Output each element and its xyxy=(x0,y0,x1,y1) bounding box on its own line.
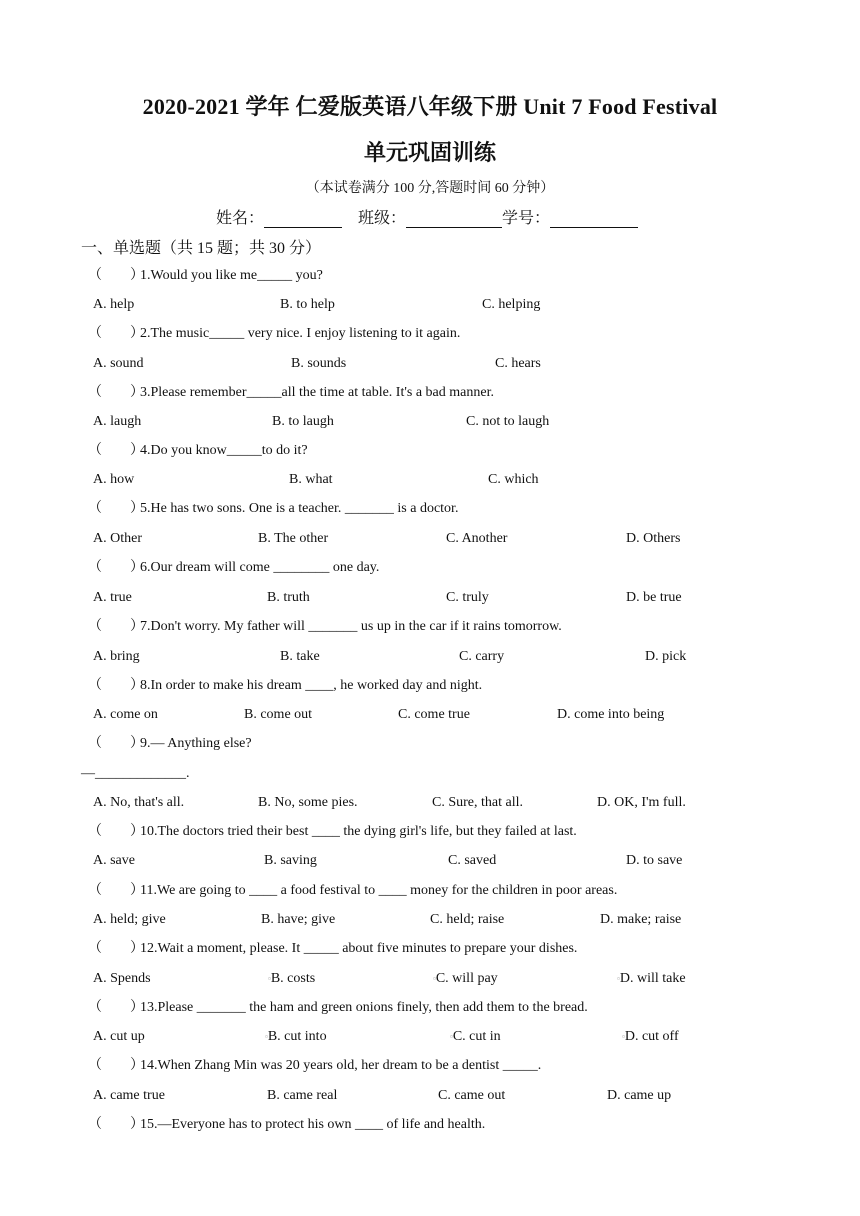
option: A. Spends xyxy=(93,971,151,986)
question-5 xyxy=(88,500,458,518)
option: D. came up xyxy=(607,1088,672,1103)
answer-paren[interactable]: （ ） xyxy=(88,501,144,516)
small-mark-icon: ▫ xyxy=(433,974,436,983)
option-b xyxy=(265,1028,327,1046)
question-stem: 11.We are going to ____ a food festival to ____ money for the children in poor areas. xyxy=(140,883,618,898)
option: C. saved xyxy=(448,853,497,868)
section-title: 一、单选题（共 15 题；共 30 分） xyxy=(81,240,322,257)
answer-paren[interactable]: （ ） xyxy=(88,736,144,751)
answer-paren[interactable]: （ ） xyxy=(88,1000,144,1015)
option-d xyxy=(617,970,686,988)
option: C. Another xyxy=(446,531,508,546)
answer-paren[interactable]: （ ） xyxy=(88,824,144,839)
option: B. came real xyxy=(267,1088,338,1103)
page-title: 2020-2021 学年 仁爱版英语八年级下册 Unit 7 Food Festival xyxy=(142,94,718,119)
option: B. sounds xyxy=(291,356,347,371)
question-9 xyxy=(88,735,252,753)
option: B. The other xyxy=(258,531,329,546)
number-label: 学号： xyxy=(502,210,551,227)
option: A. true xyxy=(93,590,132,605)
option: C. held; raise xyxy=(430,912,505,927)
question-stem: 7.Don't worry. My father will _______ us up in the car if it rains tomorrow. xyxy=(140,619,562,634)
option: C. not to laugh xyxy=(466,414,550,429)
answer-paren[interactable]: （ ） xyxy=(88,326,144,341)
option: A. held; give xyxy=(93,912,166,927)
option: D. OK, I'm full. xyxy=(597,795,686,810)
question-stem: 10.The doctors tried their best ____ the dying girl's life, but they failed at last. xyxy=(140,824,577,839)
name-field[interactable] xyxy=(264,211,342,228)
option-b xyxy=(268,970,315,988)
exam-note: （本试卷满分 100 分,答题时间 60 分钟） xyxy=(305,181,555,196)
question-stem: 8.In order to make his dream ____, he worked day and night. xyxy=(140,678,483,693)
option: C. carry xyxy=(459,649,505,664)
answer-paren[interactable]: （ ） xyxy=(88,385,144,400)
option: A. No, that's all. xyxy=(93,795,185,810)
small-mark-icon: ▫ xyxy=(622,1032,625,1041)
answer-paren[interactable]: （ ） xyxy=(88,1058,144,1073)
option: B. truth xyxy=(267,590,310,605)
question-stem: 4.Do you know_____to do it? xyxy=(140,443,308,458)
small-mark-icon: ▫ xyxy=(617,974,620,983)
question-stem: 2.The music_____ very nice. I enjoy listening to it again. xyxy=(140,326,461,341)
question-15 xyxy=(88,1116,485,1134)
class-label: 班级： xyxy=(358,210,407,227)
answer-paren[interactable]: （ ） xyxy=(88,560,144,575)
dialogue-reply-line: —_____________. xyxy=(81,766,190,781)
question-stem: 14.When Zhang Min was 20 years old, her dream to be a dentist _____. xyxy=(140,1058,542,1073)
question-stem: 15.—Everyone has to protect his own ____ of life and health. xyxy=(140,1117,486,1132)
question-stem: 1.Would you like me_____ you? xyxy=(140,268,323,283)
question-6 xyxy=(88,559,379,577)
page-subtitle: 单元巩固训练 xyxy=(363,140,496,165)
option-c xyxy=(450,1028,501,1046)
option-c xyxy=(433,970,498,988)
question-stem: 9.— Anything else? xyxy=(140,736,252,751)
option-text: D. cut off xyxy=(624,1029,679,1045)
option: A. help xyxy=(93,297,135,312)
option: B. take xyxy=(280,649,320,664)
option: B. saving xyxy=(264,853,317,868)
question-3 xyxy=(88,384,494,402)
option-text: B. costs xyxy=(270,971,316,987)
question-stem: 13.Please _______ the ham and green onions finely, then add them to the bread. xyxy=(140,1000,588,1015)
option: A. came true xyxy=(93,1088,165,1103)
option: A. save xyxy=(93,853,135,868)
small-mark-icon: ▫ xyxy=(450,1032,453,1041)
option: D. make; raise xyxy=(600,912,682,927)
option: B. to help xyxy=(280,297,335,312)
question-14 xyxy=(88,1057,541,1075)
class-field[interactable] xyxy=(406,211,502,228)
question-4 xyxy=(88,442,308,460)
option: B. come out xyxy=(244,707,313,722)
option: A. bring xyxy=(93,649,140,664)
answer-paren[interactable]: （ ） xyxy=(88,619,144,634)
option: C. helping xyxy=(482,297,541,312)
option: B. have; give xyxy=(261,912,336,927)
option: D. Others xyxy=(626,531,681,546)
small-mark-icon: ▫ xyxy=(268,974,271,983)
option: D. to save xyxy=(626,853,683,868)
answer-paren[interactable]: （ ） xyxy=(88,1117,144,1132)
question-8 xyxy=(88,677,482,695)
option: C. which xyxy=(488,472,539,487)
answer-paren[interactable]: （ ） xyxy=(88,941,144,956)
option: B. what xyxy=(289,472,333,487)
question-7 xyxy=(88,618,562,636)
question-stem: 12.Wait a moment, please. It _____ about five minutes to prepare your dishes. xyxy=(140,941,578,956)
option: B. to laugh xyxy=(272,414,334,429)
question-10 xyxy=(88,823,577,841)
small-mark-icon: ▫ xyxy=(265,1032,268,1041)
option-text: D. will take xyxy=(619,971,686,987)
question-2 xyxy=(88,325,460,343)
answer-paren[interactable]: （ ） xyxy=(88,443,144,458)
option: A. Other xyxy=(93,531,142,546)
option: A. how xyxy=(93,472,135,487)
option: D. be true xyxy=(626,590,682,605)
question-stem: 5.He has two sons. One is a teacher. _______ is a doctor. xyxy=(140,501,459,516)
option-text: C. cut in xyxy=(452,1029,501,1045)
name-label: 姓名： xyxy=(216,210,265,227)
question-1 xyxy=(88,267,323,285)
option-d xyxy=(622,1028,679,1046)
question-stem: 3.Please remember_____all the time at table. It's a bad manner. xyxy=(140,385,494,400)
student-info-row xyxy=(216,205,638,228)
option: C. hears xyxy=(495,356,541,371)
option: D. come into being xyxy=(557,707,665,722)
option: A. come on xyxy=(93,707,158,722)
option: C. came out xyxy=(438,1088,506,1103)
answer-paren[interactable]: （ ） xyxy=(88,268,144,283)
answer-paren[interactable]: （ ） xyxy=(88,678,144,693)
number-field[interactable] xyxy=(550,211,638,228)
option: A. laugh xyxy=(93,414,142,429)
question-13 xyxy=(88,999,588,1017)
option: D. pick xyxy=(645,649,687,664)
option: A. sound xyxy=(93,356,144,371)
option: B. No, some pies. xyxy=(258,795,358,810)
question-11 xyxy=(88,882,617,900)
option-text: B. cut into xyxy=(267,1029,327,1045)
option: C. Sure, that all. xyxy=(432,795,523,810)
answer-paren[interactable]: （ ） xyxy=(88,883,144,898)
question-stem: 6.Our dream will come ________ one day. xyxy=(140,560,380,575)
question-12 xyxy=(88,940,577,958)
option: C. come true xyxy=(398,707,470,722)
option: A. cut up xyxy=(93,1029,145,1044)
option: C. truly xyxy=(446,590,489,605)
option-text: C. will pay xyxy=(435,971,498,987)
